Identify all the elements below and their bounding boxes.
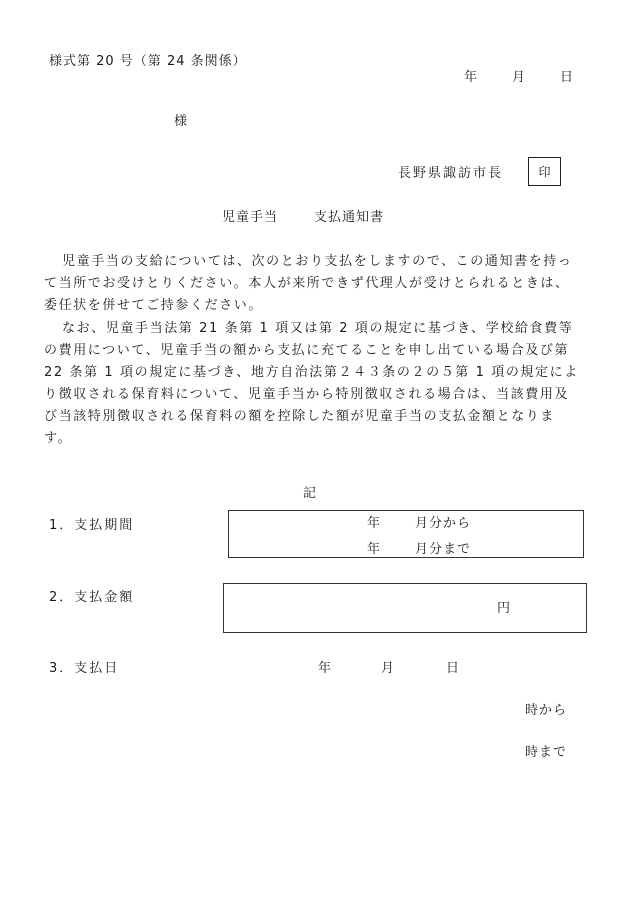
date-year-label: 年 bbox=[464, 70, 478, 85]
payment-date-month: 月 bbox=[381, 661, 395, 676]
addressee-honorific: 様 bbox=[174, 114, 188, 129]
period-from-text: 月分から bbox=[415, 516, 472, 531]
title-part1: 児童手当 bbox=[222, 210, 279, 225]
seal-box bbox=[528, 157, 561, 186]
period-from-year: 年 bbox=[367, 516, 381, 531]
issuer-name: 長野県諏訪市長 bbox=[398, 166, 504, 181]
body-paragraph-2: なお、児童手当法第 21 条第 1 項又は第 2 項の規定に基づき、学校給食費等の費用について、児童手当の額から支払に充てることを申し出ている場合及び第 22 条第 1 項の規定に基づき、地方自治法第２４３条の２の５第 1 項の規定により徴収される保育料について、児童手当から特別徴収される場合は、当該費用及び当該特別徴収される保育料の額を控除した額が児童手当の支払金額となります。 bbox=[44, 321, 579, 446]
payment-date-year: 年 bbox=[318, 661, 332, 676]
title-part2: 支払通知書 bbox=[314, 210, 385, 225]
form-number: 様式第 20 号（第 24 条関係） bbox=[49, 54, 247, 69]
date-month-label: 月 bbox=[512, 70, 526, 85]
payment-period-box bbox=[228, 510, 584, 558]
date-day-label: 日 bbox=[560, 70, 574, 85]
payment-period-label: 1．支払期間 bbox=[49, 518, 135, 533]
payment-date-label: 3．支払日 bbox=[49, 661, 120, 676]
document-title bbox=[222, 206, 384, 225]
payment-time-to: 時まで bbox=[525, 745, 568, 760]
amount-unit: 円 bbox=[497, 601, 511, 616]
payment-amount-box bbox=[223, 583, 587, 633]
seal-label: 印 bbox=[538, 165, 551, 179]
period-to-text: 月分まで bbox=[415, 542, 472, 557]
payment-amount-label: 2．支払金額 bbox=[49, 590, 135, 605]
body-paragraph-1: 児童手当の支給については、次のとおり支払をしますので、この通知書を持って当所でお受けとりください。本人が来所できず代理人が受けとられるときは、委任状を併せてご持参ください。 bbox=[44, 254, 573, 313]
ki-heading: 記 bbox=[303, 486, 317, 501]
payment-time-from: 時から bbox=[525, 703, 568, 718]
payment-date-day: 日 bbox=[446, 661, 460, 676]
period-to-year: 年 bbox=[367, 542, 381, 557]
